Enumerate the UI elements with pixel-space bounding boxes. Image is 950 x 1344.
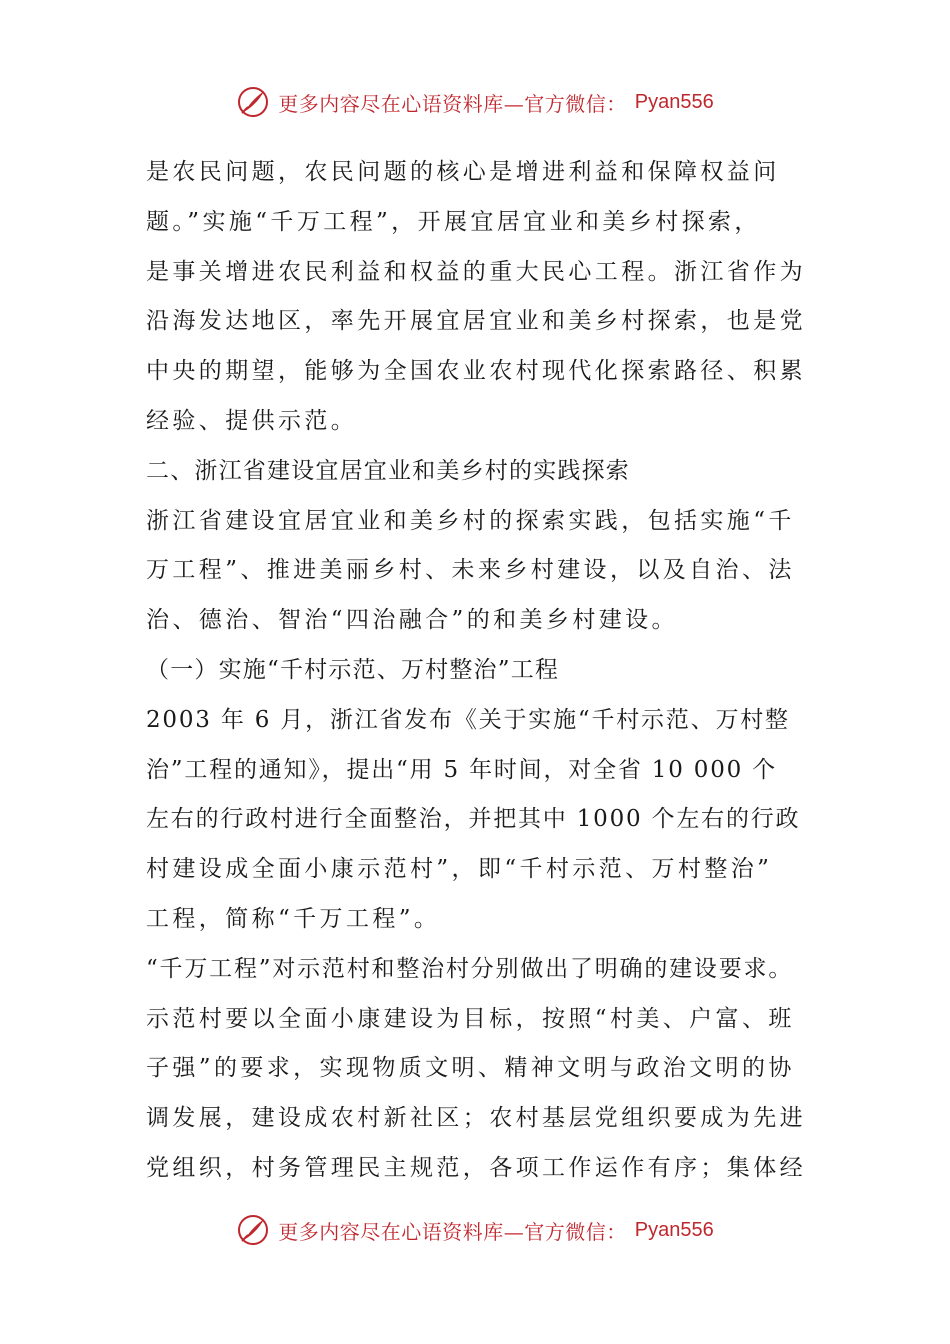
text-line: 题。”实施“千万工程”，开展宜居宜业和美乡村探索， [146,208,761,235]
banner-wechat-id: Pyan556 [634,1218,714,1241]
quill-logo-icon [236,1213,270,1247]
text-line: 是农民问题，农民问题的核心是增进利益和保障权益问 [146,159,780,185]
text-line: 村建设成全面小康示范村”，即“千村示范、万村整治” [146,856,773,883]
text-line: 万工程”、推进美丽乡村、未来乡村建设，以及自治、法 [146,557,795,584]
text-line: 是事关增进农民利益和权益的重大民心工程。浙江省作为 [146,258,806,285]
text-line: 子强”的要求，实现物质文明、精神文明与政治文明的协 [146,1055,795,1082]
text-line: 工程，简称“千万工程”。 [146,905,441,932]
quill-logo-icon [236,85,270,119]
banner-text: 更多内容尽在心语资料库—官方微信： [278,1219,627,1244]
text-line: 调发展，建设成农村新社区；农村基层党组织要成为先进 [146,1105,806,1132]
text-line: 治、德治、智治“四治融合”的和美乡村建设。 [146,607,678,634]
footer-watermark-banner [0,1210,950,1250]
text-line: 沿海发达地区，率先开展宜居宜业和美乡村探索，也是党 [146,308,806,335]
text-line: 治”工程的通知》，提出“用 5 年时间，对全省 10 000 个 [146,756,777,783]
section-heading: 二、浙江省建设宜居宜业和美乡村的实践探索 [146,457,630,484]
text-line: 党组织，村务管理民主规范，各项工作运作有序；集体经 [146,1154,806,1181]
subsection-heading: （一）实施“千村示范、万村整治”工程 [146,656,560,683]
text-line: 中央的期望，能够为全国农业农村现代化探索路径、积累 [146,358,806,385]
text-line: 左右的行政村进行全面整治，并把其中 1000 个左右的行政 [146,806,801,833]
banner-text: 更多内容尽在心语资料库—官方微信： [278,91,627,116]
banner-wechat-id: Pyan556 [634,90,714,113]
header-watermark-banner [0,82,950,122]
text-line: 经验、提供示范。 [146,407,358,434]
text-line: 2003 年 6 月，浙江省发布《关于实施“千村示范、万村整 [146,706,790,733]
text-line: 示范村要以全面小康建设为目标，按照“村美、户富、班 [146,1005,795,1032]
text-line: “千万工程”对示范村和整治村分别做出了明确的建设要求。 [146,955,794,982]
text-line: 浙江省建设宜居宜业和美乡村的探索实践，包括实施“千 [146,507,795,534]
document-body [146,148,826,1194]
